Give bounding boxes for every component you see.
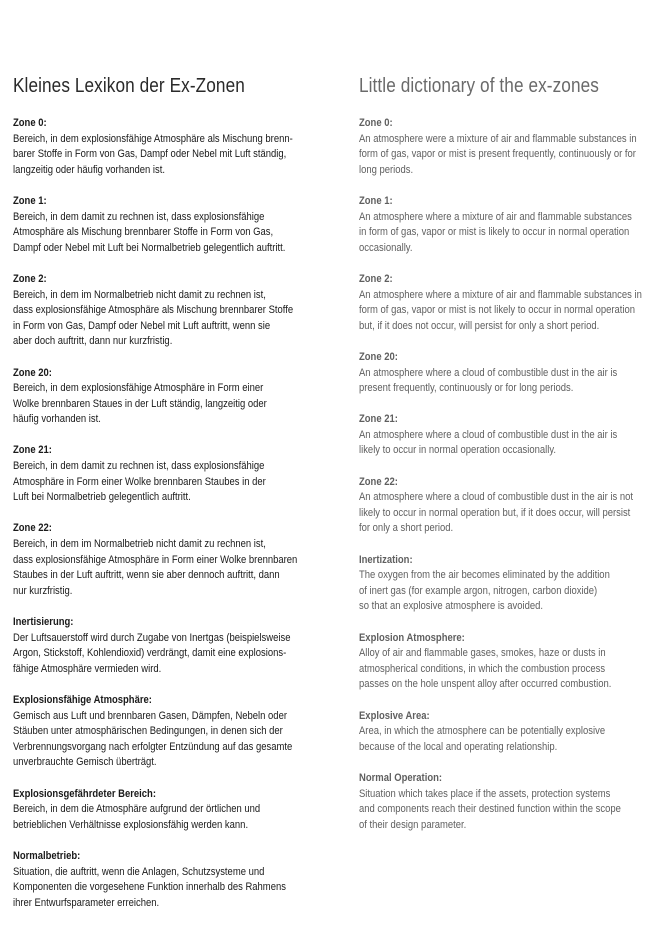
english-term: Inertization:	[359, 553, 413, 566]
english-definition: Situation which takes place if the assets, protection systems and components reach their destined function within the scope of their design parameter.	[359, 787, 621, 831]
german-entry-zone-1	[13, 194, 333, 256]
german-entry-explosionsfaehige-atmosphaere	[13, 693, 333, 771]
german-entry-zone-21	[13, 443, 333, 505]
english-entry-zone-0	[359, 116, 655, 178]
english-entry-zone-21	[359, 412, 655, 459]
english-definition: An atmosphere where a cloud of combustible dust in the air is likely to occur in normal operation occasionally.	[359, 428, 618, 457]
english-definition: Area, in which the atmosphere can be potentially explosive because of the local and operating relationship.	[359, 725, 606, 753]
english-definition: An atmosphere where a mixture of air and flammable substances in form of gas, vapor or mist is likely to occur in normal operation occasionally.	[359, 210, 632, 254]
german-definition: Gemisch aus Luft und brennbaren Gasen, Dämpfen, Nebeln oder Stäuben unter atmosphärischen Bedingungen, in denen sich der Verbrennungsvorgang nach erfolgter Entzündung auf das gesamte unverbrauchte Gemisch überträgt.	[13, 709, 293, 769]
english-term: Zone 20:	[359, 350, 398, 363]
german-definition: Bereich, in dem im Normalbetrieb nicht damit zu rechnen ist, dass explosionsfähige Atmosphäre in Form einer Wolke brennbaren Staubes in der Luft auftritt, wenn sie aber dennoch auftritt, dann nur kurzfristig.	[13, 538, 298, 597]
english-entry-zone-2	[359, 272, 655, 334]
german-term: Zone 20:	[13, 366, 52, 379]
german-entry-zone-0	[13, 116, 333, 178]
english-entry-inertization	[359, 553, 655, 615]
german-term: Explosionsgefährdeter Bereich:	[13, 787, 157, 800]
english-definition: An atmosphere were a mixture of air and flammable substances in form of gas, vapor or mist is present frequently, continuously or for long periods.	[359, 132, 637, 176]
english-entry-zone-22	[359, 475, 655, 537]
german-definition: Situation, die auftritt, wenn die Anlagen, Schutzsysteme und Komponenten die vorgesehene Funktion innerhalb des Rahmens ihrer Entwurfsparameter erreichen.	[13, 865, 286, 909]
english-term: Zone 1:	[359, 194, 393, 207]
english-title: Little dictionary of the ex-zones	[359, 75, 599, 97]
english-definition: An atmosphere where a mixture of air and flammable substances in form of gas, vapor or mist is not likely to occur in normal operation but, if it does not occur, will persist for only a short period.	[359, 288, 642, 332]
german-term: Explosionsfähige Atmosphäre:	[13, 693, 152, 706]
german-term: Zone 22:	[13, 522, 52, 535]
german-term: Inertisierung:	[13, 616, 74, 628]
german-entry-inertisierung	[13, 615, 333, 677]
german-definition: Bereich, in dem explosionsfähige Atmosphäre als Mischung brenn- barer Stoffe in Form von Gas, Dampf oder Nebel mit Luft ständig, langzeitig oder häufig vorhanden ist.	[13, 132, 293, 176]
german-definition: Bereich, in dem damit zu rechnen ist, dass explosionsfähige Atmosphäre in Form einer Wolke brennbaren Staubes in der Luft bei Normalbetrieb gelegentlich auftritt.	[13, 460, 266, 504]
german-column	[13, 72, 333, 927]
english-entry-explosive-area	[359, 709, 655, 756]
english-entry-explosion-atmosphere	[359, 631, 655, 693]
english-entry-zone-20	[359, 350, 655, 397]
english-term: Explosion Atmosphere:	[359, 631, 465, 644]
german-definition: Bereich, in dem im Normalbetrieb nicht damit zu rechnen ist, dass explosionsfähige Atmosphäre als Mischung brennbarer Stoffe in Form von Gas, Dampf oder Nebel mit Luft auftritt, wenn sie aber doch auftritt, dann nur kurzfristig.	[13, 288, 294, 348]
german-definition: Bereich, in dem explosionsfähige Atmosphäre in Form einer Wolke brennbaren Staues in der Luft ständig, langzeitig oder häufig vorhanden ist.	[13, 382, 267, 426]
english-entry-normal-operation	[359, 771, 655, 833]
english-term: Zone 22:	[359, 475, 398, 488]
german-entry-zone-20	[13, 366, 333, 428]
german-entry-zone-22	[13, 521, 333, 599]
german-term: Zone 1:	[13, 194, 47, 207]
german-entry-zone-2	[13, 272, 333, 350]
english-term: Zone 0:	[359, 117, 393, 129]
english-term: Zone 21:	[359, 413, 398, 426]
german-definition: Bereich, in dem die Atmosphäre aufgrund der örtlichen und betrieblichen Verhältnisse explosionsfähig werden kann.	[13, 803, 261, 831]
german-term: Zone 0:	[13, 117, 47, 129]
german-term: Zone 2:	[13, 272, 47, 285]
german-term: Zone 21:	[13, 444, 52, 457]
german-entry-explosionsgefaehrdeter-bereich	[13, 787, 333, 834]
german-title: Kleines Lexikon der Ex-Zonen	[13, 75, 245, 97]
german-term: Normalbetrieb:	[13, 849, 81, 862]
english-definition: An atmosphere where a cloud of combustible dust in the air is not likely to occur in normal operation but, if it does occur, will persist for only a short period.	[359, 491, 633, 535]
german-entry-normalbetrieb	[13, 849, 333, 911]
english-term: Explosive Area:	[359, 709, 430, 722]
english-column	[359, 72, 655, 849]
english-definition: Alloy of air and flammable gases, smokes, haze or dusts in atmospherical conditions, in which the combustion process passes on the hole unspent alloy after occurred combustion.	[359, 647, 612, 691]
english-term: Zone 2:	[359, 272, 393, 285]
english-term: Normal Operation:	[359, 771, 443, 784]
german-definition: Bereich, in dem damit zu rechnen ist, dass explosionsfähige Atmosphäre als Mischung brennbarer Stoffe in Form von Gas, Dampf oder Nebel mit Luft bei Normalbetrieb gelegentlich auftritt.	[13, 210, 286, 254]
english-entry-zone-1	[359, 194, 655, 256]
english-definition: The oxygen from the air becomes eliminated by the addition of inert gas (for example argon, nitrogen, carbon dioxide) so that an explosive atmosphere is avoided.	[359, 569, 610, 613]
german-definition: Der Luftsauerstoff wird durch Zugabe von Inertgas (beispielsweise Argon, Stickstoff, Kohlendioxid) verdrängt, damit eine explosions- fähige Atmosphäre vermieden wird.	[13, 631, 291, 675]
english-definition: An atmosphere where a cloud of combustible dust in the air is present frequently, continuously or for long periods.	[359, 366, 618, 395]
